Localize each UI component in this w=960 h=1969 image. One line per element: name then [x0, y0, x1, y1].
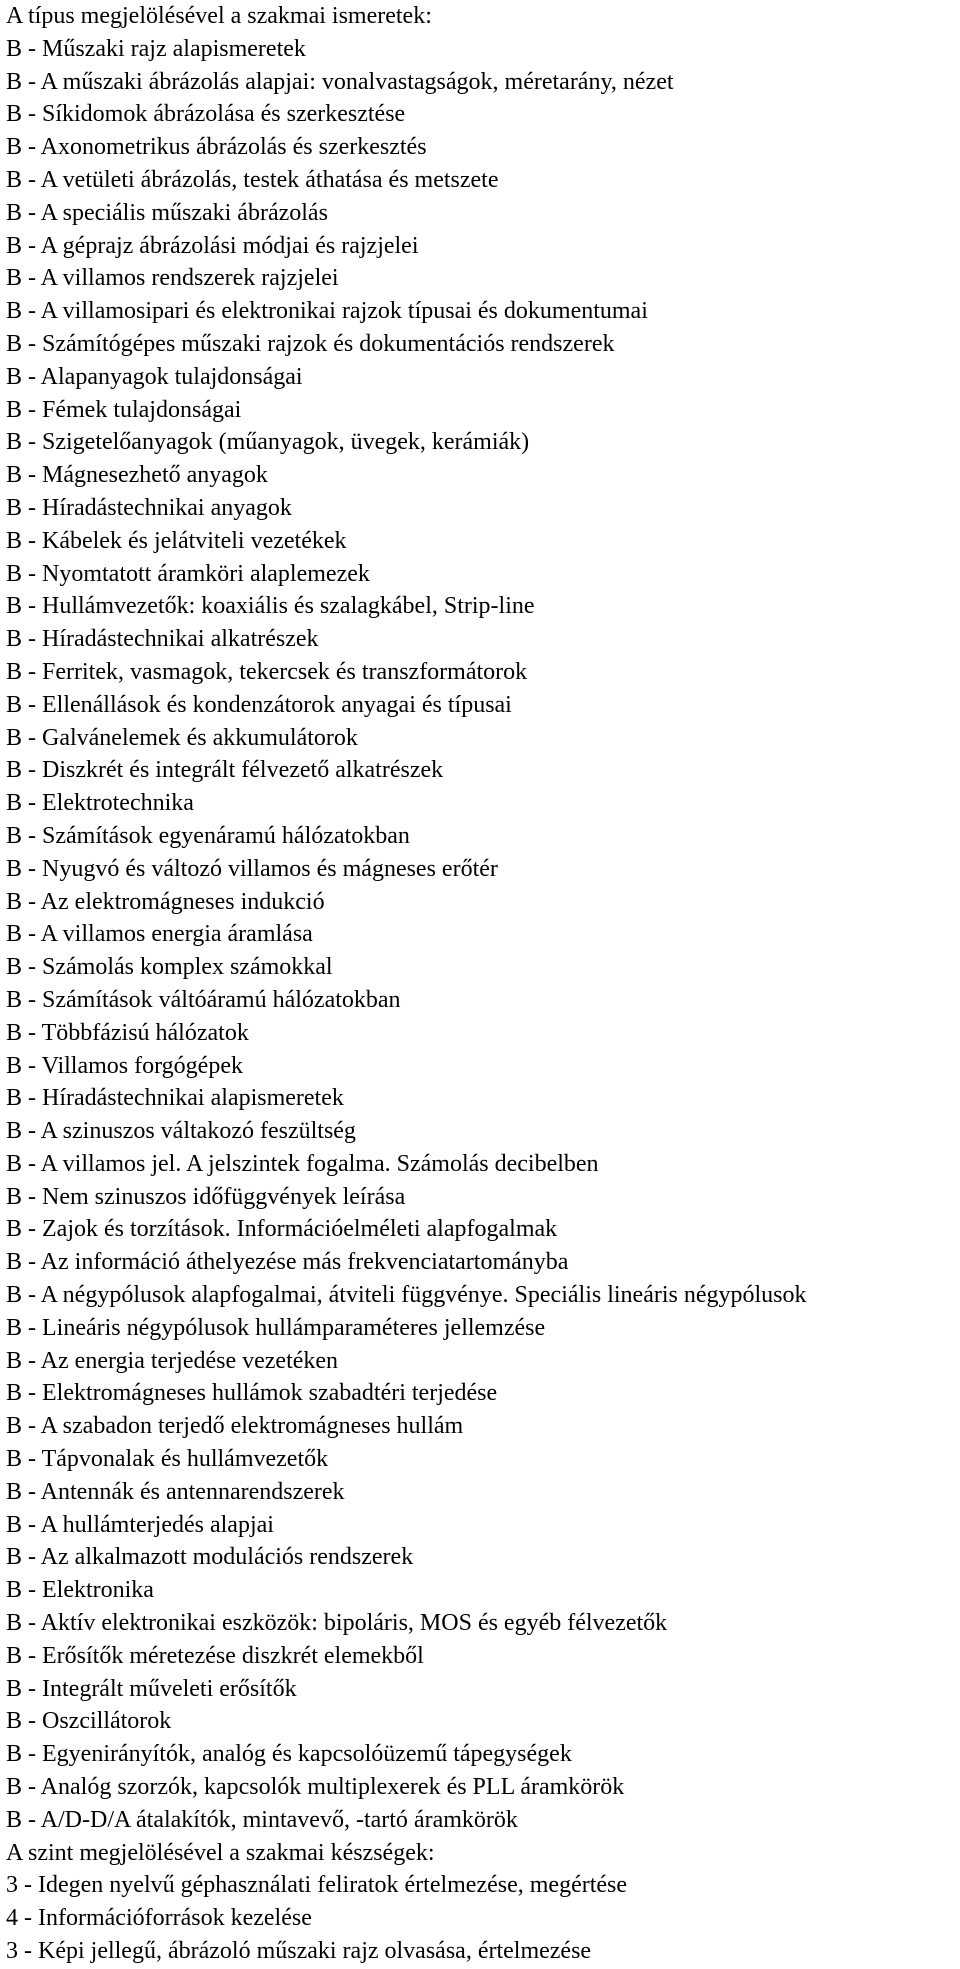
list-item: B - A vetületi ábrázolás, testek áthatása és metszete [6, 166, 499, 193]
list-item: B - A/D-D/A átalakítók, mintavevő, -tartó áramkörök [6, 1806, 518, 1833]
list-item: B - Alapanyagok tulajdonságai [6, 363, 303, 390]
list-item: B - Számítások egyenáramú hálózatokban [6, 822, 410, 849]
list-item: B - Ellenállások és kondenzátorok anyagai és típusai [6, 691, 512, 718]
list-item: B - Síkidomok ábrázolása és szerkesztése [6, 101, 406, 128]
list-item: B - Nem szinuszos időfüggvények leírása [6, 1183, 406, 1210]
list-item: B - Számítógépes műszaki rajzok és dokumentációs rendszerek [6, 330, 615, 357]
list-item: B - A műszaki ábrázolás alapjai: vonalvastagságok, méretarány, nézet [6, 68, 674, 95]
list-item: B - Ferritek, vasmagok, tekercsek és transzformátorok [6, 658, 528, 685]
list-item: B - A villamosipari és elektronikai rajzok típusai és dokumentumai [6, 298, 648, 325]
list-item: B - A szinuszos váltakozó feszültség [6, 1118, 356, 1145]
list-item: B - Számítások váltóáramú hálózatokban [6, 986, 401, 1013]
document-text [6, 0, 956, 1968]
list-item: B - Galvánelemek és akkumulátorok [6, 724, 358, 751]
list-item: B - Elektronika [6, 1577, 154, 1604]
list-item: B - Aktív elektronikai eszközök: bipoláris, MOS és egyéb félvezetők [6, 1610, 668, 1637]
list-item: B - A villamos jel. A jelszintek fogalma. Számolás decibelben [6, 1150, 599, 1177]
list-item: B - Egyenirányítók, analóg és kapcsolóüzemű tápegységek [6, 1741, 572, 1768]
list-item: 3 - Képi jellegű, ábrázoló műszaki rajz olvasása, értelmezése [6, 1938, 592, 1965]
list-item: B - Nyugvó és változó villamos és mágneses erőtér [6, 855, 498, 882]
section-heading: A szint megjelölésével a szakmai készségek: [6, 1839, 435, 1866]
list-item: B - Lineáris négypólusok hullámparaméteres jellemzése [6, 1314, 546, 1341]
list-item: B - Elektromágneses hullámok szabadtéri terjedése [6, 1380, 498, 1407]
section-heading: A típus megjelölésével a szakmai ismeretek: [6, 3, 432, 29]
list-item: B - Integrált műveleti erősítők [6, 1675, 297, 1702]
list-item: B - A villamos energia áramlása [6, 921, 313, 948]
list-item: B - Híradástechnikai alapismeretek [6, 1085, 344, 1112]
list-item: B - Antennák és antennarendszerek [6, 1478, 345, 1505]
list-item: B - Az információ áthelyezése más frekvenciatartományba [6, 1249, 569, 1276]
list-item: B - Az elektromágneses indukció [6, 888, 325, 915]
list-item: B - A villamos rendszerek rajzjelei [6, 265, 339, 292]
list-item: B - A géprajz ábrázolási módjai és rajzjelei [6, 232, 419, 259]
list-item: B - Szigetelőanyagok (műanyagok, üvegek, kerámiák) [6, 429, 530, 456]
list-item: B - Kábelek és jelátviteli vezetékek [6, 527, 347, 554]
list-item: B - Axonometrikus ábrázolás és szerkesztés [6, 134, 427, 161]
list-item: B - Analóg szorzók, kapcsolók multiplexerek és PLL áramkörök [6, 1774, 625, 1801]
list-item: B - Nyomtatott áramköri alaplemezek [6, 560, 370, 587]
list-item: B - Erősítők méretezése diszkrét elemekből [6, 1642, 424, 1669]
list-item: B - Mágnesezhető anyagok [6, 462, 268, 489]
list-item: B - A szabadon terjedő elektromágneses hullám [6, 1413, 464, 1440]
list-item: B - Híradástechnikai anyagok [6, 494, 292, 521]
list-item: B - Tápvonalak és hullámvezetők [6, 1446, 329, 1473]
list-item: B - A négypólusok alapfogalmai, átviteli függvénye. Speciális lineáris négypólusok [6, 1282, 807, 1309]
list-item: B - Fémek tulajdonságai [6, 396, 242, 423]
list-item: B - A hullámterjedés alapjai [6, 1511, 274, 1538]
list-item: B - Elektrotechnika [6, 790, 194, 817]
list-item: B - Hullámvezetők: koaxiális és szalagkábel, Strip-line [6, 593, 535, 620]
list-item: B - Műszaki rajz alapismeretek [6, 35, 306, 62]
list-item: B - Számolás komplex számokkal [6, 954, 333, 981]
list-item: B - Többfázisú hálózatok [6, 1019, 249, 1046]
list-item: B - Oszcillátorok [6, 1708, 172, 1735]
list-item: B - Villamos forgógépek [6, 1052, 243, 1079]
list-item: 3 - Idegen nyelvű géphasználati feliratok értelmezése, megértése [6, 1872, 628, 1899]
list-item: B - Diszkrét és integrált félvezető alkatrészek [6, 757, 444, 784]
list-item: B - Az energia terjedése vezetéken [6, 1347, 339, 1374]
list-item: B - A speciális műszaki ábrázolás [6, 199, 328, 226]
list-item: B - Zajok és torzítások. Információelméleti alapfogalmak [6, 1216, 558, 1243]
list-item: 4 - Információforrások kezelése [6, 1905, 312, 1932]
list-item: B - Az alkalmazott modulációs rendszerek [6, 1544, 414, 1571]
list-item: B - Híradástechnikai alkatrészek [6, 626, 319, 653]
